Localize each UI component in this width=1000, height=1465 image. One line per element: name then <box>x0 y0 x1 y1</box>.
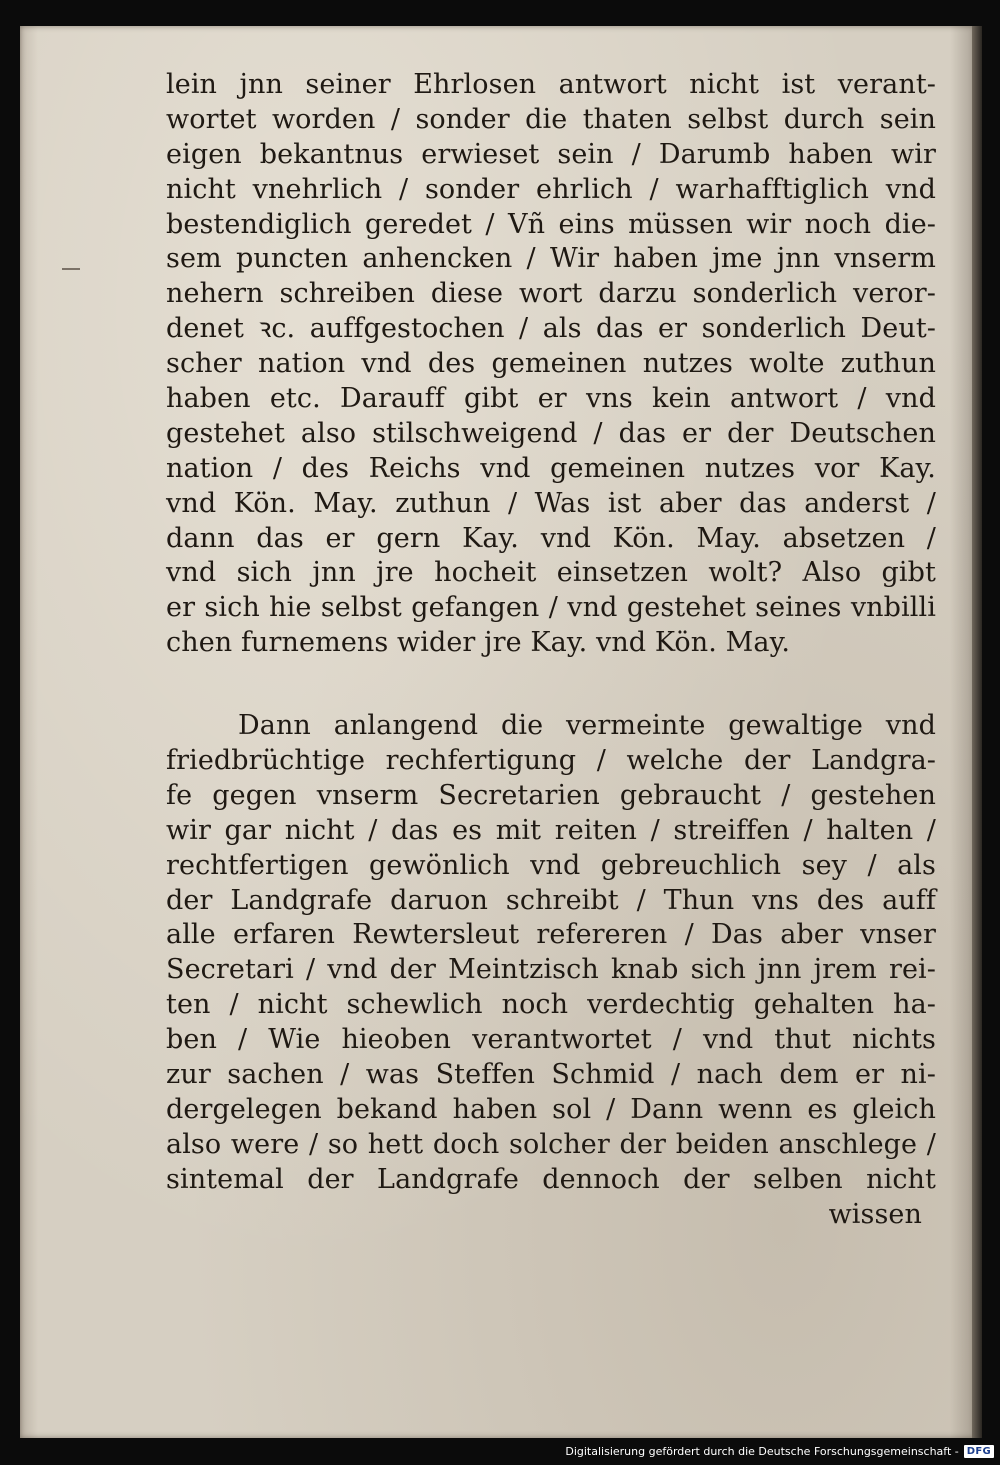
text-line: gestehet also stilschweigend / das er der Deutschen <box>166 417 936 449</box>
text-line: er sich hie selbst gefangen / vnd gestehet seines vnbilli <box>166 592 936 624</box>
text-line: eigen bekantnus erwieset sein / Darumb haben wir <box>166 138 936 170</box>
text-line: denet ꝛc. auffgestochen / als das er sonderlich Deut- <box>166 313 936 345</box>
paragraph-gap <box>166 661 936 709</box>
page-text <box>166 68 936 1233</box>
text-line: alle erfaren Rewtersleut refereren / Das aber vnser <box>166 919 936 951</box>
text-line: haben etc. Darauff gibt er vns kein antwort / vnd <box>166 383 936 415</box>
margin-mark <box>62 268 80 270</box>
footer-credit-text: Digitalisierung gefördert durch die Deutsche Forschungsgemeinschaft - <box>565 1444 959 1458</box>
text-line: nicht vnehrlich / sonder ehrlich / warhafftiglich vnd <box>166 173 936 205</box>
text-line: dann das er gern Kay. vnd Kön. May. absetzen / <box>166 522 936 554</box>
text-line: nation / des Reichs vnd gemeinen nutzes vor Kay. <box>166 452 936 484</box>
text-line: dergelegen bekand haben sol / Dann wenn es gleich <box>166 1093 936 1125</box>
text-line: friedbrüchtige rechfertigung / welche der Landgra- <box>166 745 936 777</box>
text-line: vnd Kön. May. zuthun / Was ist aber das anderst / <box>166 487 936 519</box>
text-line: wortet worden / sonder die thaten selbst durch sein <box>166 103 936 135</box>
text-line: chen furnemens wider jre Kay. vnd Kön. May. <box>166 627 791 659</box>
text-line: also were / so hett doch solcher der beiden anschlege / <box>166 1128 936 1160</box>
paragraph-2 <box>166 709 936 1232</box>
text-line: Secretari / vnd der Meintzisch knab sich jnn jrem rei- <box>166 954 936 986</box>
dfg-logo[interactable]: DFG <box>964 1445 994 1458</box>
text-line: Dann anlangend die vermeinte gewaltige vnd <box>238 710 936 742</box>
text-line: lein jnn seiner Ehrlosen antwort nicht ist verant- <box>166 69 936 100</box>
catchword: wissen <box>828 1198 922 1230</box>
text-line: ben / Wie hieoben verantwortet / vnd thut nichts <box>166 1024 936 1056</box>
text-line: nehern schreiben diese wort darzu sonderlich veror- <box>166 278 936 310</box>
text-line: scher nation vnd des gemeinen nutzes wolte zuthun <box>166 348 936 380</box>
text-line: sintemal der Landgrafe dennoch der selben nicht <box>166 1163 936 1195</box>
text-line: vnd sich jnn jre hocheit einsetzen wolt? Also gibt <box>166 557 936 589</box>
text-line: ten / nicht schewlich noch verdechtig gehalten ha- <box>166 989 936 1021</box>
text-line: wir gar nicht / das es mit reiten / streiffen / halten / <box>166 814 936 846</box>
book-gutter <box>972 26 982 1438</box>
digitization-footer <box>565 1441 994 1461</box>
text-line: fe gegen vnserm Secretarien gebraucht / gestehen <box>166 779 936 811</box>
text-line: bestendiglich geredet / Vñ eins müssen wir noch die- <box>166 208 936 240</box>
paragraph-1 <box>166 68 936 661</box>
text-line: der Landgrafe daruon schreibt / Thun vns des auff <box>166 884 936 916</box>
text-line: sem puncten anhencken / Wir haben jme jnn vnserm <box>166 243 936 275</box>
text-line: zur sachen / was Steffen Schmid / nach dem er ni- <box>166 1059 936 1091</box>
text-line: rechtfertigen gewönlich vnd gebreuchlich sey / als <box>166 849 936 881</box>
